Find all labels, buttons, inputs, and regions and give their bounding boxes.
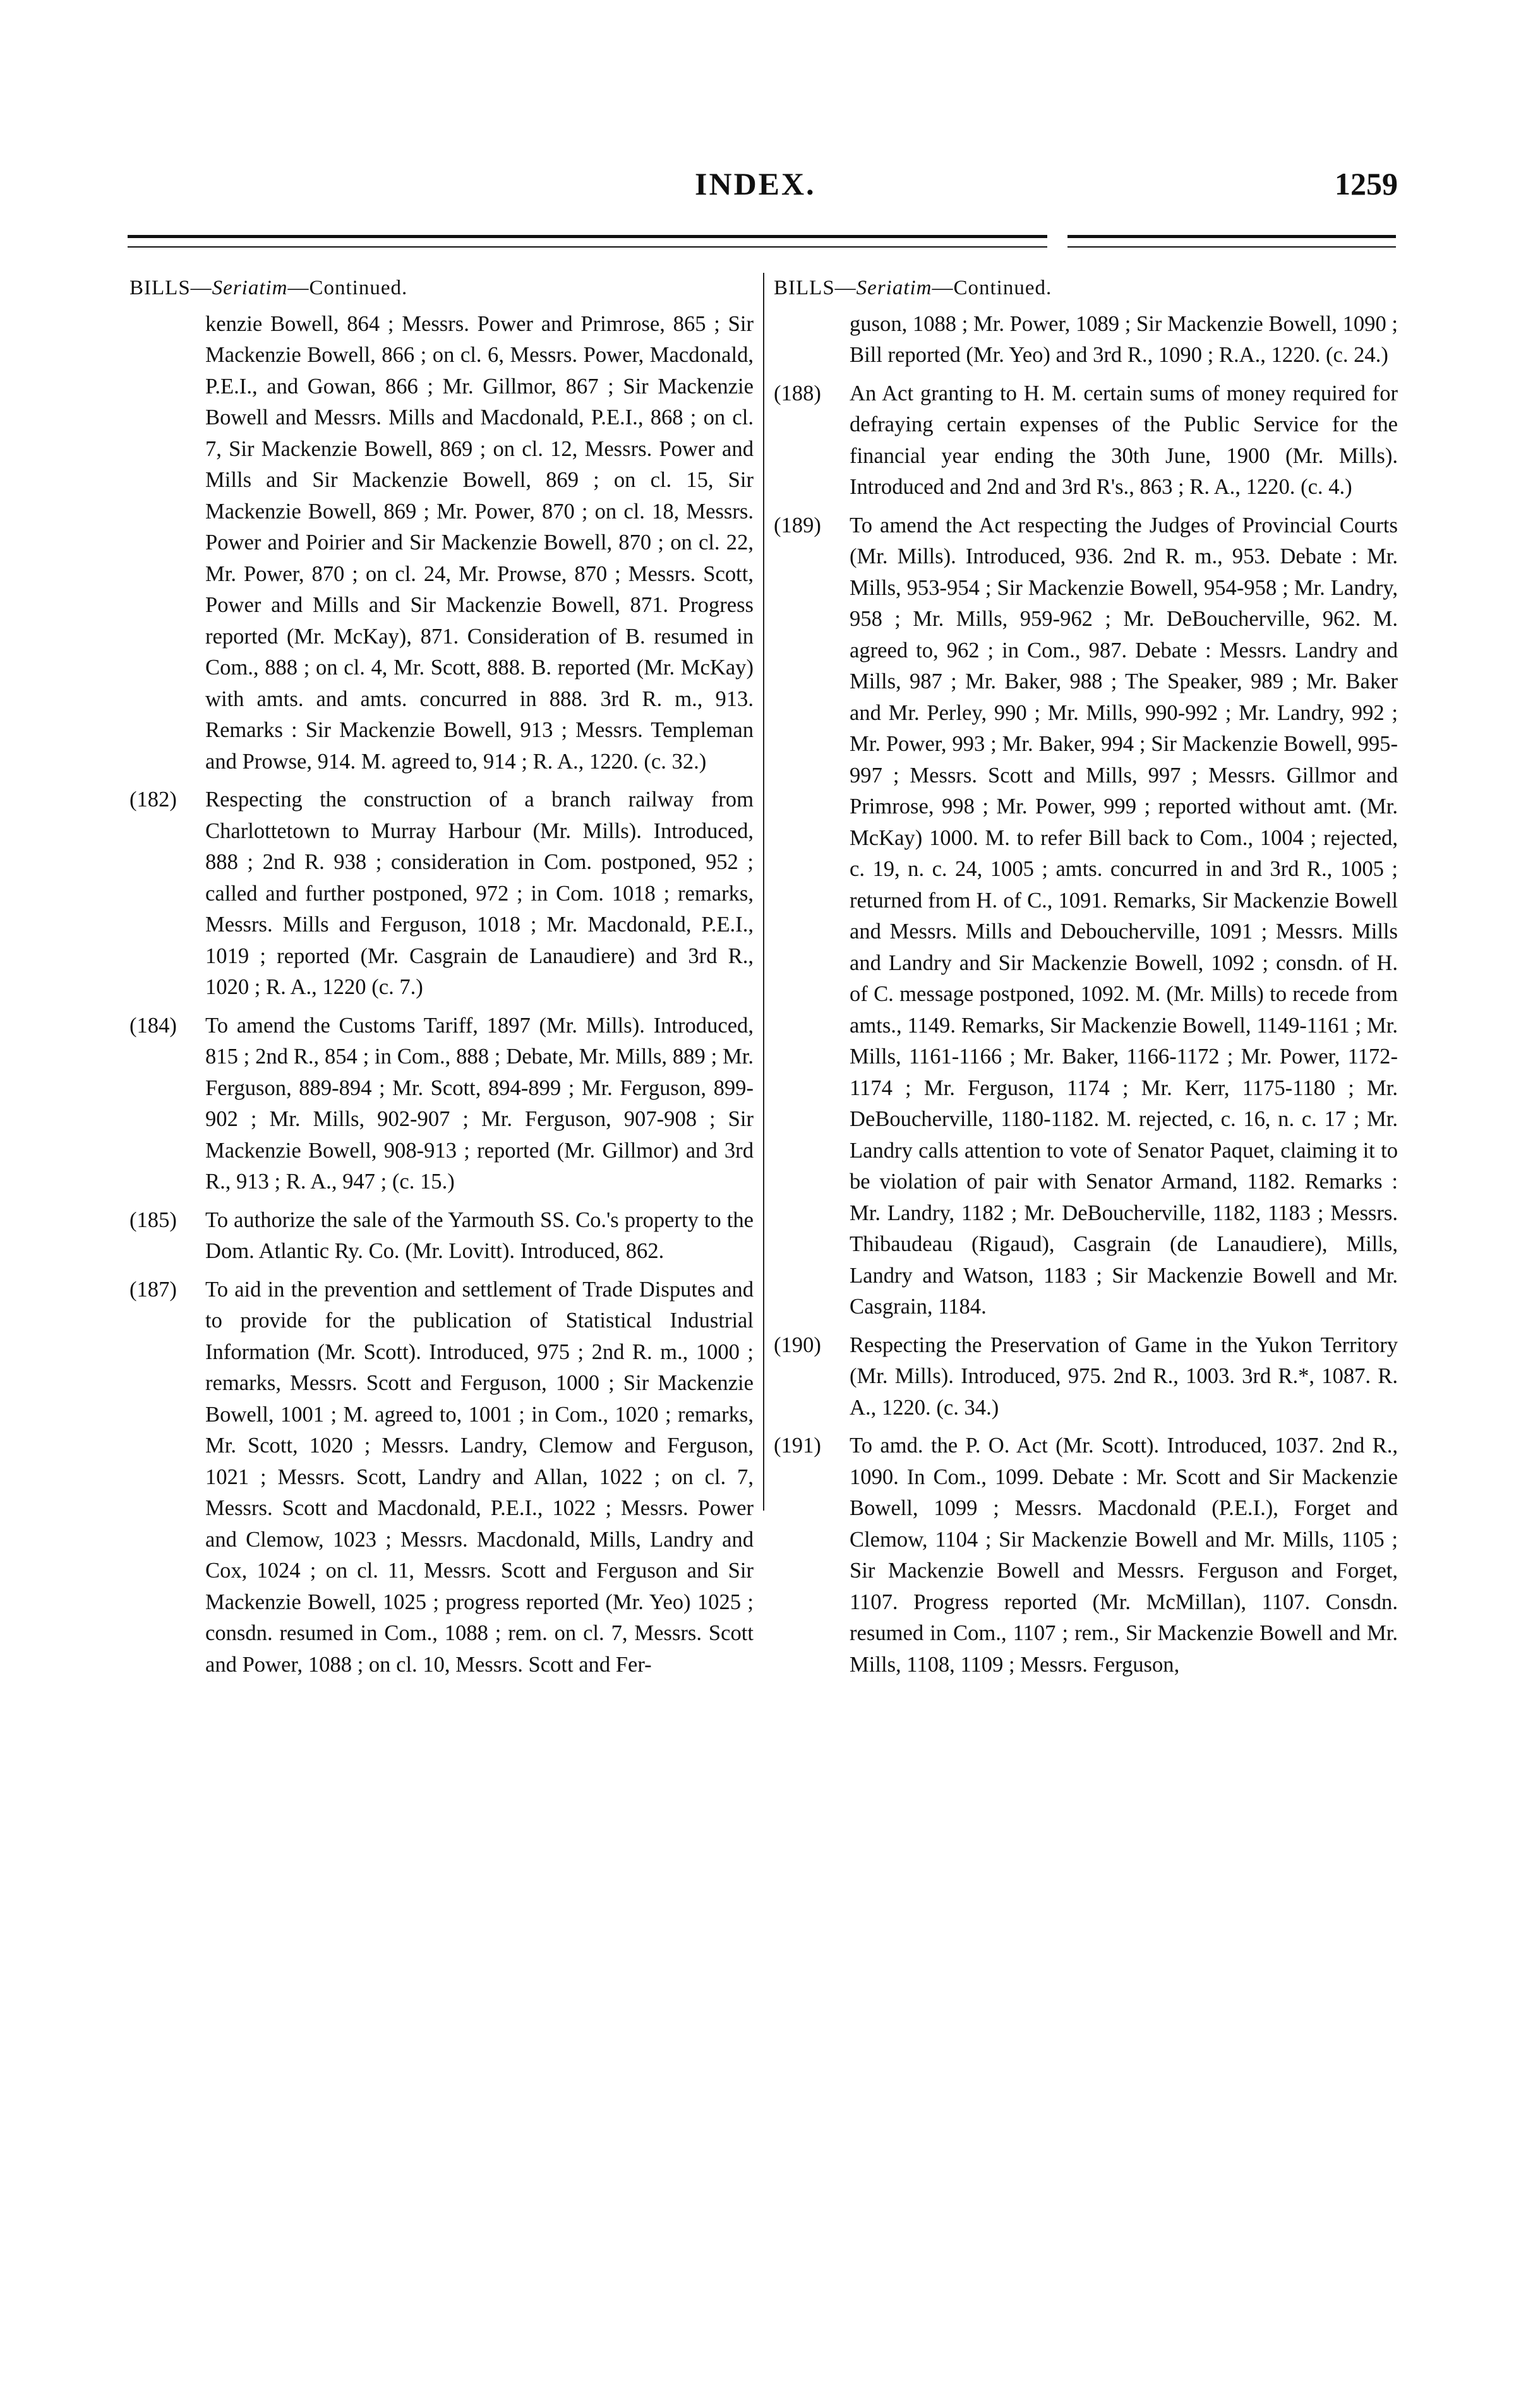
right-column: [774, 273, 1398, 1687]
entry-text: To amend the Customs Tariff, 1897 (Mr. Mills). Introduced, 815 ; 2nd R., 854 ; in Com., 888 ; Debate, Mr. Mills, 889 ; Mr. Ferguson, 889-894 ; Mr. Scott, 894-899 ; Mr. Ferguson, 899-902 ; Mr. Mills, 902-907 ; Mr. Ferguson, 907-908 ; Sir Mackenzie Bowell, 908-913 ; reported (Mr. Gillmor) and 3rd R., 913 ; R. A., 947 ; (c. 15.): [205, 1013, 754, 1194]
entry-number: (191): [774, 1434, 821, 1458]
heading-suffix: —Continued.: [287, 277, 408, 299]
heading-italic: Seriatim: [856, 277, 932, 299]
header-rule-thin-right: [1067, 246, 1396, 248]
entry-number: (189): [774, 513, 821, 537]
entry-number: (190): [774, 1333, 821, 1357]
index-entry: [774, 1430, 1398, 1680]
entry-text: An Act granting to H. M. certain sums of money required for defraying certain expenses of the Public Service for the financial year ending the 30th June, 1900 (Mr. Mills). Introduced and 2nd and 3rd R's., 863 ; R. A., 1220. (c. 4.): [850, 381, 1398, 499]
column-heading: [129, 273, 754, 304]
column-divider: [763, 273, 764, 1511]
continuation-text: kenzie Bowell, 864 ; Messrs. Power and Primrose, 865 ; Sir Mackenzie Bowell, 866 ; on cl. 6, Messrs. Power, Macdonald, P.E.I., and Gowan, 866 ; Mr. Gillmor, 867 ; Sir Mackenzie Bowell and Messrs. Mills and Macdonald, P.E.I., 868 ; on cl. 7, Sir Mackenzie Bowell, 869 ; on cl. 12, Messrs. Power and Mills and Sir Mackenzie Bowell, 869 ; on cl. 15, Sir Mackenzie Bowell, 869 ; Mr. Power, 870 ; on cl. 18, Messrs. Power and Poirier and Sir Mackenzie Bowell, 870 ; on cl. 22, Mr. Power, 870 ; on cl. 24, Mr. Prowse, 870 ; Messrs. Scott, Power and Mills and Sir Mackenzie Bowell, 871. Progress reported (Mr. McKay), 871. Consideration of B. resumed in Com., 888 ; on cl. 4, Mr. Scott, 888. B. reported (Mr. McKay) with amts. and amts. concurred in 888. 3rd R. m., 913. Remarks : Sir Mackenzie Bowell, 913 ; Messrs. Templeman and Prowse, 914. M. agreed to, 914 ; R. A., 1220. (c. 32.): [205, 311, 754, 774]
left-column: [129, 273, 754, 1687]
entry-number: (184): [129, 1013, 177, 1038]
entry-text: To amd. the P. O. Act (Mr. Scott). Introduced, 1037. 2nd R., 1090. In Com., 1099. Debate : Mr. Scott and Sir Mackenzie Bowell, 1099 ; Messrs. Macdonald (P.E.I.), Forget and Clemow, 1104 ; Sir Mackenzie Bowell and Mr. Mills, 1105 ; Sir Mackenzie Bowell and Messrs. Ferguson and Forget, 1107. Progress reported (Mr. McMillan), 1107. Consdn. resumed in Com., 1107 ; rem., Sir Mackenzie Bowell and Mr. Mills, 1108, 1109 ; Messrs. Ferguson,: [850, 1434, 1398, 1677]
heading-suffix: —Continued.: [932, 277, 1052, 299]
entry-text: To amend the Act respecting the Judges of Provincial Courts (Mr. Mills). Introduced, 936. 2nd R. m., 953. Debate : Mr. Mills, 953-954 ; Sir Mackenzie Bowell, 954-958 ; Mr. Landry, 958 ; Mr. Mills, 959-962 ; Mr. DeBoucherville, 962. M. agreed to, 962 ; in Com., 987. Debate : Messrs. Landry and Mills, 987 ; Mr. Baker, 988 ; The Speaker, 989 ; Mr. Baker and Mr. Perley, 990 ; Mr. Mills, 990-992 ; Mr. Landry, 992 ; Mr. Power, 993 ; Mr. Baker, 994 ; Sir Mackenzie Bowell, 995-997 ; Messrs. Scott and Mills, 997 ; Messrs. Gillmor and Primrose, 998 ; Mr. Power, 999 ; reported without amt. (Mr. McKay) 1000. M. to refer Bill back to Com., 1004 ; rejected, c. 19, n. c. 24, 1005 ; amts. concurred in and 3rd R., 1005 ; returned from H. of C., 1091. Remarks, Sir Mackenzie Bowell and Messrs. Mills and Deboucherville, 1091 ; Messrs. Mills and Landry and Sir Mackenzie Bowell, 1092 ; consdn. of H. of C. message postponed, 1092. M. (Mr. Mills) to recede from amts., 1149. Remarks, Sir Mackenzie Bowell, 1149-1161 ; Mr. Mills, 1161-1166 ; Mr. Baker, 1166-1172 ; Mr. Power, 1172-1174 ; Mr. Ferguson, 1174 ; Mr. Kerr, 1175-1180 ; Mr. DeBoucherville, 1180-1182. M. rejected, c. 16, n. c. 17 ; Mr. Landry calls attention to vote of Senator Paquet, claiming it to be violation of pair with Senator Armand, 1182. Remarks : Mr. Landry, 1182 ; Mr. DeBoucherville, 1182, 1183 ; Messrs. Thibaudeau (Rigaud), Casgrain (de Lanaudiere), Mills, Landry and Watson, 1183 ; Sir Mackenzie Bowell and Mr. Casgrain, 1184.: [850, 513, 1398, 1319]
index-entry: [774, 378, 1398, 503]
page-title: INDEX.: [695, 166, 816, 201]
index-entry: [774, 1330, 1398, 1424]
header-rule-thin-left: [128, 246, 1047, 248]
entry-number: (187): [129, 1277, 177, 1302]
heading-main: BILLS—: [774, 277, 857, 299]
page-number: 1259: [1335, 166, 1398, 201]
heading-main: BILLS—: [129, 277, 212, 299]
index-entry: [129, 1274, 754, 1681]
entry-text: To aid in the prevention and settlement of Trade Disputes and to provide for the publication of Statistical Industrial Information (Mr. Scott). Introduced, 975 ; 2nd R. m., 1000 ; remarks, Messrs. Scott and Ferguson, 1000 ; Sir Mackenzie Bowell, 1001 ; M. agreed to, 1001 ; in Com., 1020 ; remarks, Mr. Scott, 1020 ; Messrs. Landry, Clemow and Ferguson, 1021 ; Messrs. Scott, Landry and Allan, 1022 ; on cl. 7, Messrs. Scott and Macdonald, P.E.I., 1022 ; Messrs. Power and Clemow, 1023 ; Messrs. Macdonald, Mills, Landry and Cox, 1024 ; on cl. 11, Messrs. Scott and Ferguson and Sir Mackenzie Bowell, 1025 ; progress reported (Mr. Yeo) 1025 ; consdn. resumed in Com., 1088 ; rem. on cl. 7, Messrs. Scott and Power, 1088 ; on cl. 10, Messrs. Scott and Fer-: [205, 1277, 754, 1677]
column-heading: [774, 273, 1398, 304]
index-entry: [129, 1205, 754, 1267]
entry-text: Respecting the construction of a branch railway from Charlottetown to Murray Harbour (Mr. Mills). Introduced, 888 ; 2nd R. 938 ; consideration in Com. postponed, 952 ; called and further postponed, 972 ; in Com. 1018 ; remarks, Messrs. Mills and Ferguson, 1018 ; Mr. Macdonald, P.E.I., 1019 ; reported (Mr. Casgrain de Lanaudiere) and 3rd R., 1020 ; R. A., 1220 (c. 7.): [205, 788, 754, 999]
continuation-text: guson, 1088 ; Mr. Power, 1089 ; Sir Mackenzie Bowell, 1090 ; Bill reported (Mr. Yeo) and 3rd R., 1090 ; R.A., 1220. (c. 24.): [850, 311, 1398, 367]
entry-number: (182): [129, 788, 177, 812]
heading-italic: Seriatim: [212, 277, 288, 299]
index-entry: [774, 510, 1398, 1323]
index-entry: [129, 1010, 754, 1198]
entry-number: (185): [129, 1207, 177, 1232]
entry-number: (188): [774, 381, 821, 405]
entry-text: To authorize the sale of the Yarmouth SS. Co.'s property to the Dom. Atlantic Ry. Co. (Mr. Lovitt). Introduced, 862.: [205, 1207, 754, 1263]
header-rule-thick-right: [1067, 235, 1396, 238]
page-header: [0, 165, 1521, 216]
entry-text: Respecting the Preservation of Game in the Yukon Territory (Mr. Mills). Introduced, 975. 2nd R., 1003. 3rd R.*, 1087. R. A., 1220. (c. 34.): [850, 1333, 1398, 1420]
index-entry: [129, 784, 754, 1003]
header-rule-thick-left: [128, 235, 1047, 238]
